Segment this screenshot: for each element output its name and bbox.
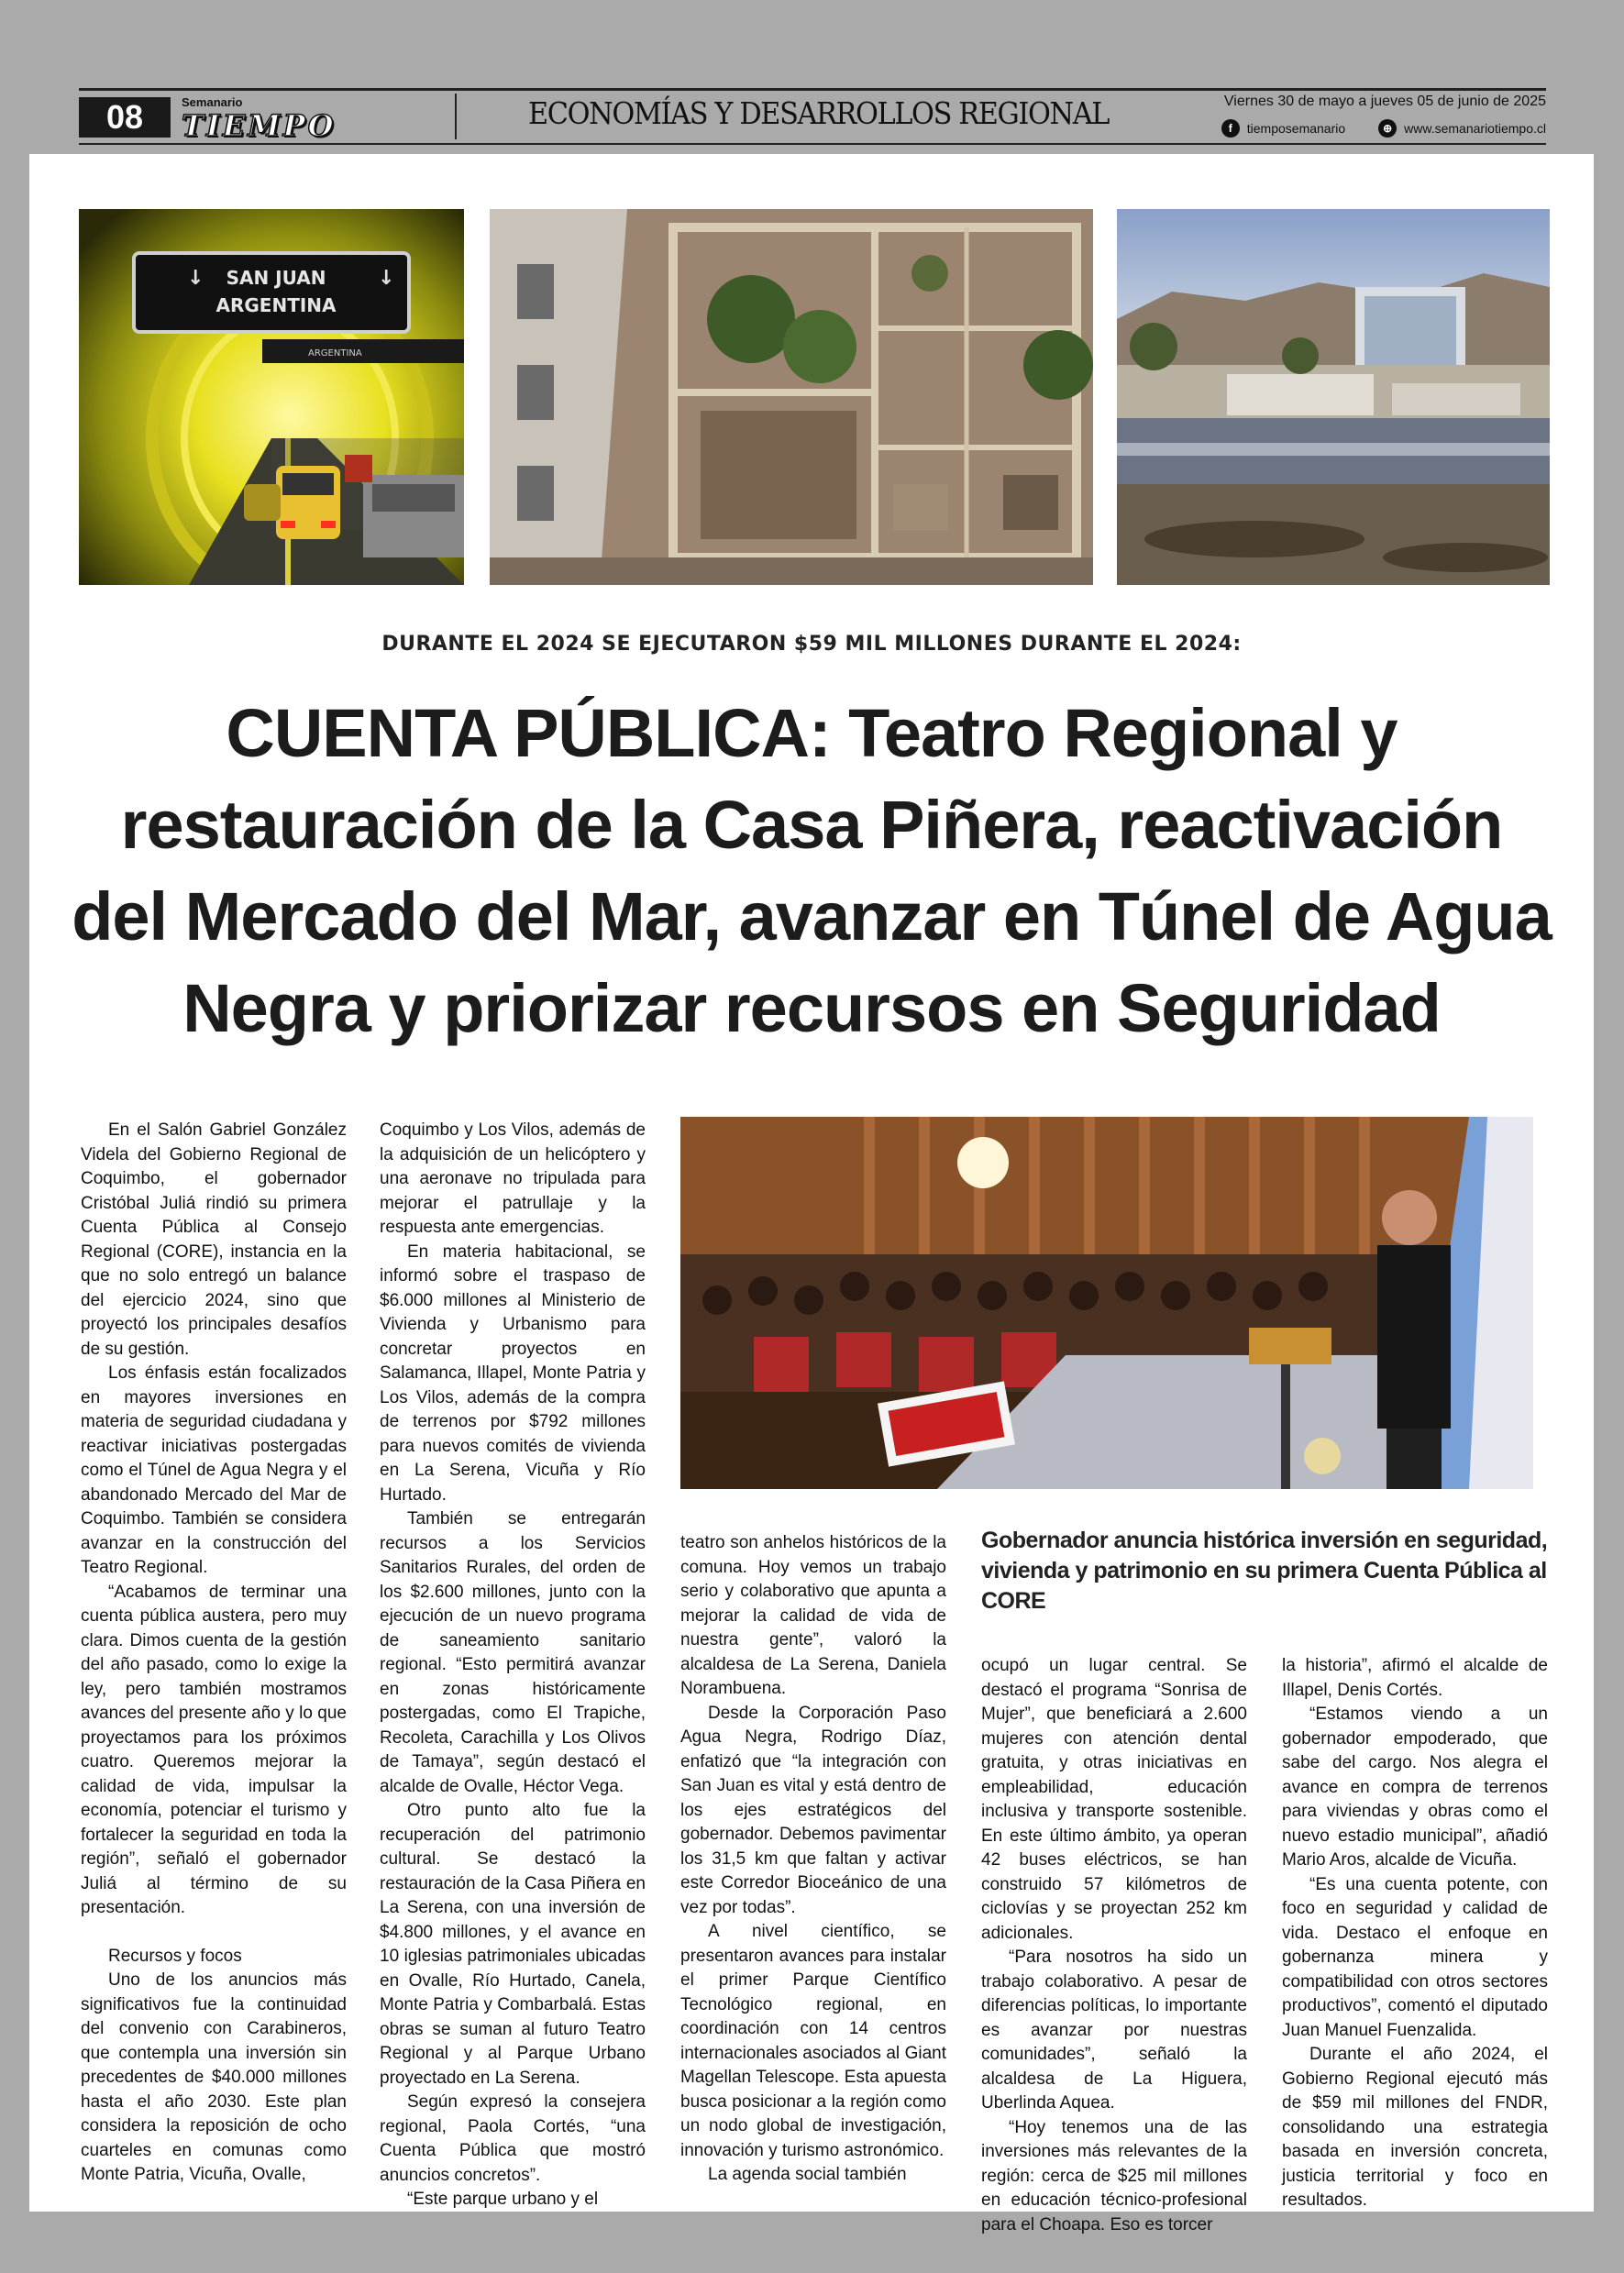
masthead-top-rule bbox=[79, 88, 1546, 91]
photo-coquimbo-coast bbox=[1117, 209, 1550, 585]
sidebar-heading: Gobernador anuncia histórica inversión en seguridad, vivienda y patrimonio en su primera Cuenta Pública al CORE bbox=[981, 1528, 1548, 1614]
paragraph: Coquimbo y Los Vilos, además de la adquisición de un helicóptero y una aeronave no tripulada para mejorar el patrullaje y la respuesta ante emergencias. bbox=[380, 1120, 646, 1237]
social-links bbox=[1221, 119, 1546, 138]
paragraph: A nivel científico, se presentaron avances para instalar el primer Parque Científico Tecnológico regional, en coordinación con 14 centros internacionales asociados al Giant Magellan Telescope. Esta apuesta busca posicionar a la región como un nodo global de investigación, innovación y turismo astronómico. bbox=[680, 1922, 946, 2160]
article-headline: CUENTA PÚBLICA: Teatro Regional y restauración de la Casa Piñera, reactivación del Mercado del Mar, avanzar en Túnel de Agua Negra y priorizar recursos en Seguridad bbox=[72, 695, 1552, 1046]
newspaper-logo[interactable] bbox=[182, 94, 457, 143]
tunnel-sign-line1: SAN JUAN bbox=[226, 267, 326, 289]
paragraph: “Acabamos de terminar una cuenta pública austera, pero muy clara. Dimos cuenta de la gestión del año pasado, como lo exige la ley, pero también mostramos avances del presente año y lo que proyectamos para los próximos cuatro. Queremos mejorar la calidad de vida, impulsar la economía, potenciar el turismo y fortalecer la seguridad en toda la región”, señaló el gobernador Juliá al término de su presentación. bbox=[81, 1582, 347, 1917]
article-column-3 bbox=[680, 1531, 946, 2188]
paragraph: “Este parque urbano y el bbox=[407, 2190, 599, 2209]
paragraph: Otro punto alto fue la recuperación del patrimonio cultural. Se destacó la restauración de la Casa Piñera en La Serena, con una inversión de $4.800 millones, y el avance en 10 iglesias patrimoniales ubicadas en Ovalle, Río Hurtado, Canela, Monte Patria y Combarbalá. Estas obras se suman al futuro Teatro Regional y al Parque Urbano proyectado en La Serena. bbox=[380, 1801, 646, 2088]
logo-main-text: TIEMPO bbox=[182, 108, 337, 143]
logo-small-text: Semanario bbox=[182, 95, 243, 109]
article-kicker: DURANTE EL 2024 SE EJECUTARON $59 MIL MILLONES DURANTE EL 2024: bbox=[381, 633, 1242, 656]
paragraph: “Estamos viendo a un gobernador empoderado, que sabe del cargo. Nos alegra el avance en compra de terrenos para viviendas y obras como el nuevo estadio municipal”, añadió Mario Aros, alcalde de Vicuña. bbox=[1282, 1705, 1548, 1870]
tunnel-sign-line2: ARGENTINA bbox=[215, 294, 337, 316]
article-column-5 bbox=[1282, 1654, 1548, 2213]
svg-text:↓: ↓ bbox=[187, 267, 204, 290]
section-title: ECONOMÍAS Y DESARROLLOS REGIONAL bbox=[528, 95, 1110, 131]
article-column-4 bbox=[981, 1654, 1247, 2237]
paragraph: En el Salón Gabriel González Videla del Gobierno Regional de Coquimbo, el gobernador Cristóbal Juliá rindió su primera Cuenta Pública al Consejo Regional (CORE), instancia en la que no solo entregó un balance del ejercicio 2024, sino que proyectó los principales desafíos de su gestión. bbox=[81, 1120, 347, 1359]
facebook-icon[interactable]: f bbox=[1221, 119, 1240, 138]
paragraph: Durante el año 2024, el Gobierno Regional ejecutó más de $59 mil millones del FNDR, consolidando una estrategia basada en inversión concreta, justicia territorial y foco en resultados. bbox=[1282, 2045, 1548, 2210]
photo-casa-pinera-aerial bbox=[490, 209, 1093, 585]
paragraph: Desde la Corporación Paso Agua Negra, Rodrigo Díaz, enfatizó que “la integración con San Juan es vital y está dentro de los ejes estratégicos del gobernador. Debemos pavimentar los 31,5 km que faltan y activar este Corredor Bioceánico de una vez por todas”. bbox=[680, 1703, 946, 1917]
svg-text:↓: ↓ bbox=[378, 267, 395, 290]
paragraph: “Hoy tenemos una de las inversiones más relevantes de la región: cerca de $25 mil millones en educación técnico-profesional para el Choapa. Eso es torcer bbox=[981, 2117, 1247, 2234]
paragraph: la historia”, afirmó el alcalde de Illapel, Denis Cortés. bbox=[1282, 1656, 1548, 1700]
photo-cuenta-publica-event bbox=[680, 1117, 1533, 1489]
article-column-2 bbox=[380, 1119, 646, 2212]
paragraph: La agenda social también bbox=[708, 2165, 907, 2184]
article-column-1 bbox=[81, 1119, 347, 2188]
paragraph: “Es una cuenta potente, con foco en seguridad y calidad de vida. Destaco el enfoque en gobernanza minera y compatibilidad con otros sectores productivos”, comentó el diputado Juan Manuel Fuenzalida. bbox=[1282, 1874, 1548, 2040]
facebook-handle[interactable]: tiemposemanario bbox=[1246, 121, 1346, 136]
website-link[interactable]: www.semanariotiempo.cl bbox=[1404, 121, 1546, 136]
masthead bbox=[79, 88, 1546, 145]
paragraph: teatro son anhelos históricos de la comuna. Hoy vemos un trabajo serio y colaborativo que apunta a mejorar la calidad de vida de nuestra gente”, valoró la alcaldesa de La Serena, Daniela Norambuena. bbox=[680, 1533, 946, 1698]
paragraph: Los énfasis están focalizados en mayores inversiones en materia de seguridad ciudadana y reactivar iniciativas postergadas como el Túnel de Agua Negra y el abandonado Mercado del Mar de Coquimbo. También se considera avanzar en la construcción del Teatro Regional. bbox=[81, 1363, 347, 1577]
page-number: 08 bbox=[79, 97, 171, 138]
publication-date: Viernes 30 de mayo a jueves 05 de junio de 2025 bbox=[1223, 94, 1546, 109]
paragraph: Según expresó la consejera regional, Paola Cortés, “una Cuenta Pública que mostró anuncios concretos”. bbox=[380, 2092, 646, 2185]
paragraph: Uno de los anuncios más significativos fue la continuidad del convenio con Carabineros, que contempla una inversión sin precedentes de $40.000 millones hasta el año 2030. Este plan considera la reposición de ocho cuarteles en comunas como Monte Patria, Vicuña, Ovalle, bbox=[81, 1970, 347, 2184]
subheading-recursos: Recursos y focos bbox=[108, 1946, 242, 1966]
paragraph: En materia habitacional, se informó sobre el traspaso de $6.000 millones al Ministerio de Vivienda y Urbanismo para concretar proyectos en Salamanca, Illapel, Monte Patria y Los Vilos, además de la compra de terrenos por $792 millones para nuevos comités de vivienda en La Serena, Vicuña y Río Hurtado. bbox=[380, 1241, 646, 1505]
paragraph: También se entregarán recursos a los Servicios Sanitarios Rurales, del orden de los $2.600 millones, junto con la ejecución de un nuevo programa de saneamiento sanitario regional. “Esto permitirá avanzar en zonas históricamente postergadas, como El Trapiche, Recoleta, Carachilla y Los Olivos de Tamaya”, según destacó el alcalde de Ovalle, Héctor Vega. bbox=[380, 1509, 646, 1796]
photo-agua-negra-tunnel bbox=[79, 209, 464, 585]
paragraph: “Para nosotros ha sido un trabajo colaborativo. A pesar de diferencias políticas, lo importante es avanzar por nuestras comunidades”, señaló la alcaldesa de La Higuera, Uberlinda Aquea. bbox=[981, 1947, 1247, 2113]
tunnel-sign-small: ARGENTINA bbox=[308, 348, 362, 359]
newspaper-page bbox=[29, 154, 1594, 2234]
paragraph: ocupó un lugar central. Se destacó el programa “Sonrisa de Mujer”, que beneficiará a 2.600 mujeres con atención dental gratuita, y otras iniciativas en empleabilidad, educación inclusiva y transporte sostenible. En este último ámbito, ya operan 42 buses eléctricos, se han construido 57 kilómetros de ciclovías y se proyectan 252 km adicionales. bbox=[981, 1656, 1247, 1943]
web-globe-icon[interactable]: ⊕ bbox=[1378, 119, 1397, 138]
masthead-bottom-rule bbox=[79, 143, 1546, 145]
